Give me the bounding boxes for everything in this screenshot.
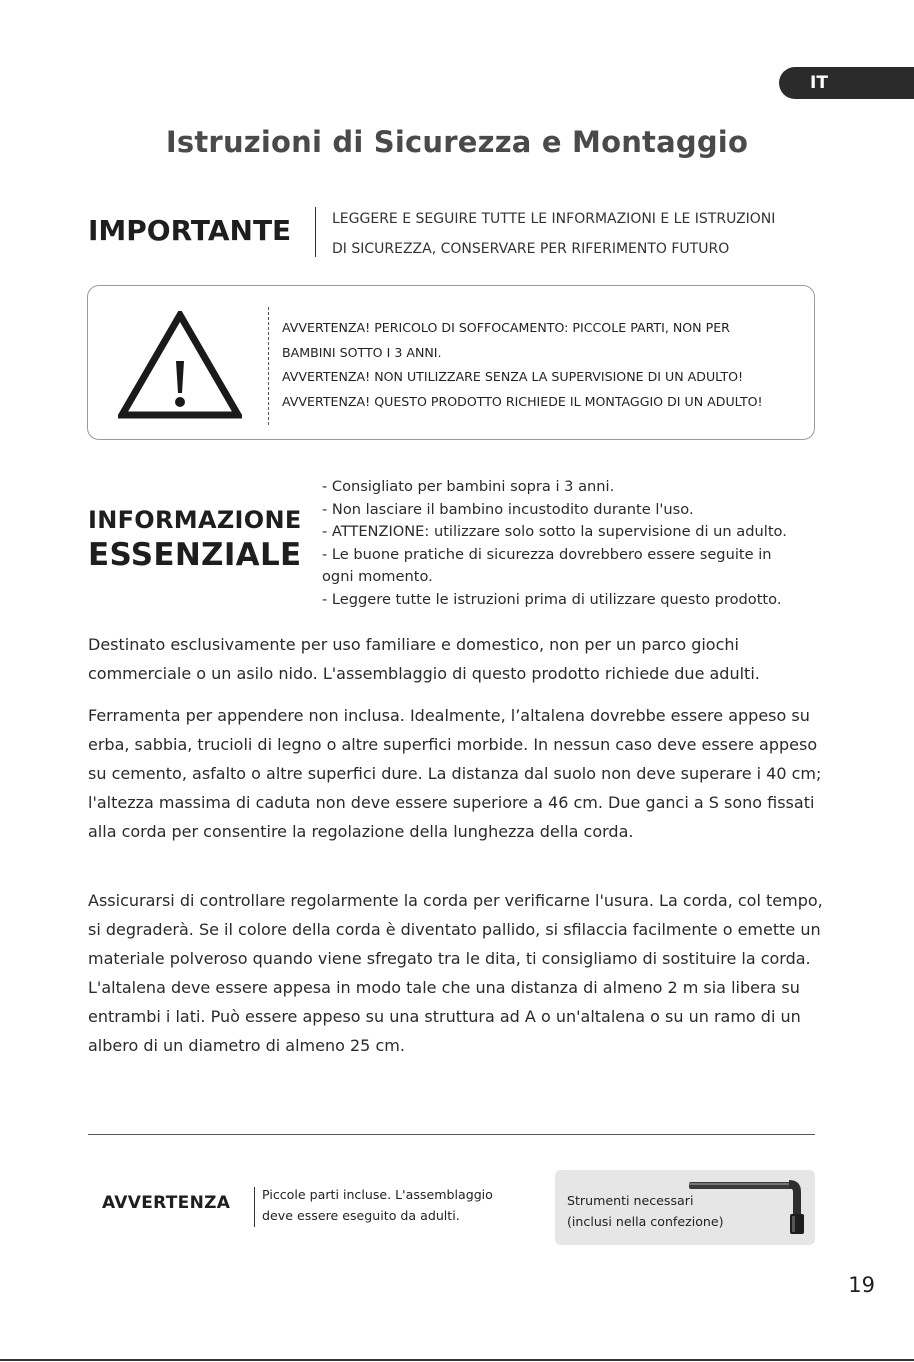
essential-info-heading-1: INFORMAZIONE <box>88 506 302 534</box>
essential-info-heading-2: ESSENZIALE <box>88 537 302 573</box>
important-line-2: DI SICUREZZA, CONSERVARE PER RIFERIMENTO FUTURO <box>332 241 730 257</box>
language-tab: IT <box>779 67 914 99</box>
warning-line: AVVERTENZA! PERICOLO DI SOFFOCAMENTO: PICCOLE PARTI, NON PER <box>282 320 730 335</box>
warning-line: AVVERTENZA! NON UTILIZZARE SENZA LA SUPERVISIONE DI UN ADULTO! <box>282 369 744 384</box>
info-line: ogni momento. <box>322 568 433 585</box>
section-divider <box>88 1134 815 1135</box>
bottom-edge-line <box>0 1359 914 1361</box>
important-divider <box>315 207 316 257</box>
socket-wrench-icon <box>689 1176 813 1236</box>
footer-warning-divider <box>254 1187 255 1227</box>
important-label: IMPORTANTE <box>88 214 292 247</box>
info-line: - ATTENZIONE: utilizzare solo sotto la supervisione di un adulto. <box>322 523 787 540</box>
paragraph-usage: Destinato esclusivamente per uso familiare e domestico, non per un parco giochi commerciale o un asilo nido. L'assemblaggio di questo prodotto richiede due adulti. <box>88 635 760 683</box>
tools-box <box>555 1170 815 1245</box>
warning-text <box>282 316 763 414</box>
info-line: - Non lasciare il bambino incustodito durante l'uso. <box>322 500 694 518</box>
page-title: Istruzioni di Sicurezza e Montaggio <box>165 125 749 159</box>
paragraph-hanging: Ferramenta per appendere non inclusa. Idealmente, l’altalena dovrebbe essere appeso su erba, sabbia, trucioli di legno o altre superfici morbide. In nessun caso deve essere appeso su cemento, asfalto o altre superfici dure. La distanza dal suolo non deve superare i 40 cm; l'altezza massima di caduta non deve essere superiore a 46 cm. Due ganci a S sono fissati alla corda per consentire la regolazione della lunghezza della corda. <box>88 706 822 841</box>
info-line: - Consigliato per bambini sopra i 3 anni. <box>322 478 615 495</box>
tools-line-2: (inclusi nella confezione) <box>567 1214 724 1229</box>
warning-line: AVVERTENZA! QUESTO PRODOTTO RICHIEDE IL MONTAGGIO DI UN ADULTO! <box>282 393 763 409</box>
warning-triangle-icon <box>118 311 242 419</box>
footer-warning-line-1: Piccole parti incluse. L'assemblaggio <box>262 1187 493 1202</box>
important-text <box>332 204 775 264</box>
paragraph-rope-care: Assicurarsi di controllare regolarmente la corda per verificarne l'usura. La corda, col tempo, si degraderà. Se il colore della corda è diventato pallido, si sfilaccia facilmente o emette un materiale polveroso quando viene sfregato tra le dita, ti consigliamo di sostituire la corda. L'altalena deve essere appesa in modo tale che una distanza di almeno 2 m sia libera su entrambi i lati. Può essere appeso su una struttura ad A o un'altalena o su un ramo di un albero di un diametro di almeno 25 cm. <box>88 891 823 1055</box>
footer-warning-label: AVVERTENZA <box>102 1193 231 1213</box>
tools-line-1: Strumenti necessari <box>567 1193 694 1208</box>
warning-line: BAMBINI SOTTO I 3 ANNI. <box>282 344 442 360</box>
page-number: 19 <box>848 1273 875 1297</box>
info-line: - Le buone pratiche di sicurezza dovrebbero essere seguite in <box>322 545 772 563</box>
warning-divider <box>268 307 269 425</box>
info-line: - Leggere tutte le istruzioni prima di utilizzare questo prodotto. <box>322 590 782 608</box>
important-line-1: LEGGERE E SEGUIRE TUTTE LE INFORMAZIONI E LE ISTRUZIONI <box>332 211 776 227</box>
essential-info-list <box>322 476 842 611</box>
footer-warning-text <box>262 1184 493 1226</box>
footer-warning-line-2: deve essere eseguito da adulti. <box>262 1208 460 1223</box>
